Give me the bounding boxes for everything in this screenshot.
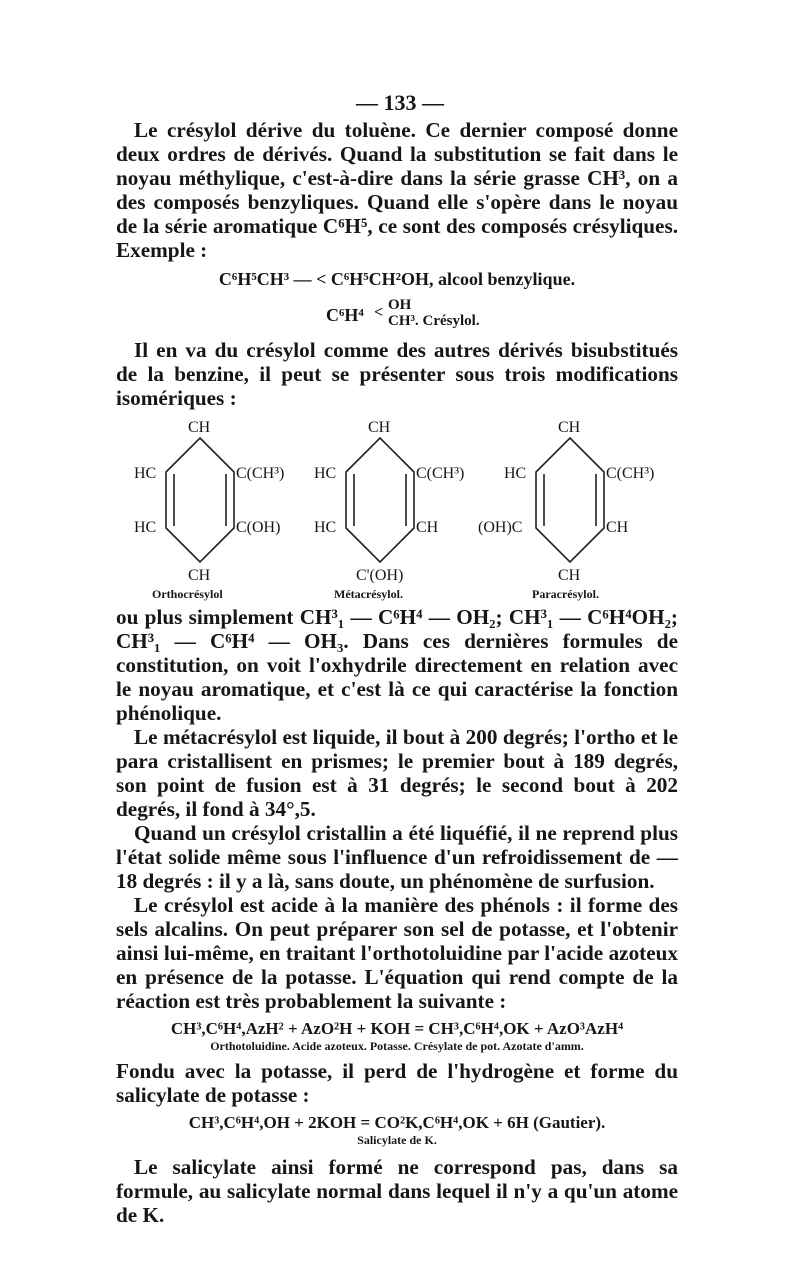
equation-1: CH³,C⁶H⁴,AzH² + AzO²H + KOH = CH³,C⁶H⁴,OK + AzO³AzH⁴ — [170, 1019, 624, 1038]
meta-left-bottom: HC — [314, 519, 337, 536]
paragraph-5: Quand un crésylol cristallin a été liquéfié, il ne reprend plus l'état solide même sous l'influence d'un refroidissement de — 18 degrés : il y a là, sans doute, un phénomène de surfusion. — [116, 821, 678, 893]
paragraph-6: Le crésylol est acide à la manière des phénols : il forme des sels alcalins. On peut préparer son sel de potasse, et l'obtenir ainsi lui-même, en traitant l'orthotoluidine par l'acide azoteux en présence de la potasse. L'équation qui rend compte de la réaction est très probablement la suivante : — [116, 893, 678, 1013]
para-ring — [536, 438, 604, 562]
para-caption: Paracrésylol. — [532, 587, 599, 601]
page-number: — 133 — — [356, 90, 444, 115]
meta-ring — [346, 438, 414, 562]
equation-2: CH³,C⁶H⁴,OH + 2KOH = CO²K,C⁶H⁴,OK + 6H (Gautier). — [188, 1113, 606, 1132]
ortho-right-top: C(CH³) — [236, 465, 285, 482]
ortho-top: CH — [188, 419, 211, 436]
para-left-top: HC — [504, 465, 527, 482]
formula-cresylol-bottom: CH³. Crésylol. — [388, 313, 480, 329]
meta-right-bottom: CH — [416, 519, 439, 536]
ortho-left-bottom: HC — [134, 519, 157, 536]
isomer-structures — [116, 416, 678, 601]
paragraph-4: Le métacrésylol est liquide, il bout à 200 degrés; l'ortho et le para cristallisent en prismes; le premier bout à 189 degrés, son point de fusion est à 31 degrés; le second bout à 202 degrés, il fond à 34°,5. — [116, 725, 678, 821]
equation-2-label: Salicylate de K. — [357, 1133, 437, 1147]
paragraph-1: Le crésylol dérive du toluène. Ce dernier composé donne deux ordres de dérivés. Quand la substitution se fait dans le noyau méthylique, c'est-à-dire dans la série grasse CH³, on a des composés benzyliques. Quand elle s'opère dans le noyau de la série aromatique C⁶H⁵, ce sont des composés crésyliques. Exemple : — [116, 118, 678, 262]
formula-benzylique: C⁶H⁵CH³ — < C⁶H⁵CH²OH, alcool benzylique. — [218, 269, 576, 289]
formula-cresylol-top: OH — [388, 297, 412, 313]
paragraph-2: Il en va du crésylol comme des autres dérivés bisubstitués de la benzine, il peut se présenter sous trois modifications isomériques : — [116, 338, 678, 410]
meta-bottom: C'(OH) — [356, 567, 404, 584]
ortho-right-bottom: C(OH) — [236, 519, 281, 536]
ortho-ring — [166, 438, 234, 562]
ortho-left-top: HC — [134, 465, 157, 482]
paragraph-3: ou plus simplement CH³₁ — C⁶H⁴ — OH₂; CH³₁ — C⁶H⁴OH₂; CH³₁ — C⁶H⁴ — OH₃. Dans ces dernières formules de constitution, on voit l'oxhydrile directement en relation avec le noyau aromatique, et c'est là ce qui caractérise la fonction phénolique. — [116, 605, 678, 725]
equation-1-labels: Orthotoluidine. Acide azoteux. Potasse. Crésylate de pot. Azotate d'amm. — [210, 1039, 584, 1053]
text-column — [116, 118, 678, 1227]
meta-caption: Métacrésylol. — [334, 587, 403, 601]
formula-cresylol — [116, 296, 678, 330]
para-top: CH — [558, 419, 581, 436]
meta-top: CH — [368, 419, 391, 436]
paragraph-8: Le salicylate ainsi formé ne correspond pas, dans sa formule, au salicylate normal dans lequel il n'y a qu'un atome de K. — [116, 1155, 678, 1227]
para-bottom: CH — [558, 567, 581, 584]
para-right-bottom: CH — [606, 519, 629, 536]
paragraph-7: Fondu avec la potasse, il perd de l'hydrogène et forme du salicylate de potasse : — [116, 1059, 678, 1107]
meta-right-top: C(CH³) — [416, 465, 465, 482]
ortho-bottom: CH — [188, 567, 211, 584]
ortho-caption: Orthocrésylol — [152, 587, 223, 601]
meta-left-top: HC — [314, 465, 337, 482]
formula-cresylol-base: C⁶H⁴ — [326, 305, 364, 325]
para-left-bottom: (OH)C — [478, 519, 523, 536]
formula-cresylol-bracket: < — [374, 304, 384, 321]
para-right-top: C(CH³) — [606, 465, 655, 482]
